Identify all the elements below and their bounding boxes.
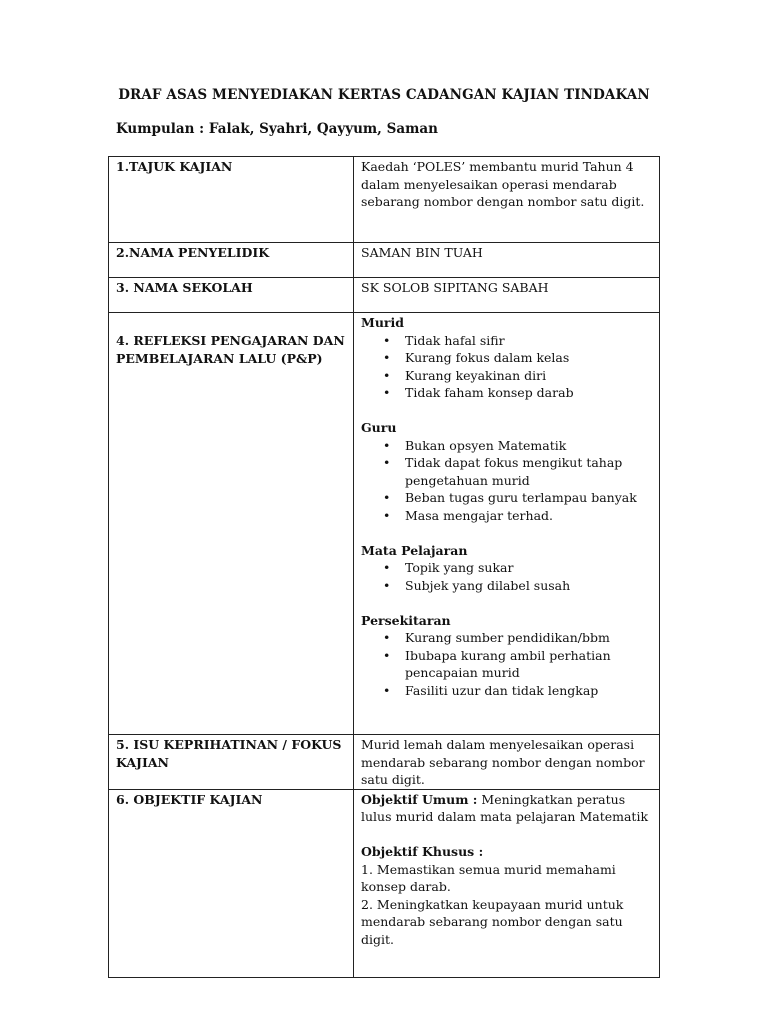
list-item: • Masa mengajar terhad. [405, 507, 652, 525]
objective-specific-item: 2. Meningkatkan keupayaan murid untuk mendarab sebarang nombor dengan satu digit. [361, 896, 624, 947]
bullet-list [361, 629, 652, 699]
proposal-table [108, 156, 660, 978]
bullet-list [361, 437, 652, 525]
row-value-refleksi [354, 313, 660, 735]
row-label-isu: 5. ISU KEPRIHATINAN / FOKUS KAJIAN [109, 735, 354, 790]
row-value-penyelidik: SAMAN BIN TUAH [354, 243, 660, 278]
list-item: • Kurang fokus dalam kelas [405, 349, 652, 367]
table-row [109, 313, 660, 735]
row-label-tajuk: 1.TAJUK KAJIAN [109, 157, 354, 243]
document-title: DRAF ASAS MENYEDIAKAN KERTAS CADANGAN KAJIAN TINDAKAN [118, 87, 650, 103]
list-item: • Kurang sumber pendidikan/bbm [405, 629, 652, 647]
list-item: • Kurang keyakinan diri [405, 367, 652, 385]
objective-general-label: Objektif Umum : [361, 791, 478, 807]
bullet-list [361, 332, 652, 402]
list-item: • Tidak hafal sifir [405, 332, 652, 350]
row-label-refleksi: 4. REFLEKSI PENGAJARAN DAN PEMBELAJARAN LALU (P&P) [109, 313, 354, 735]
reflection-section [361, 612, 652, 700]
list-item: • Beban tugas guru terlampau banyak [405, 489, 652, 507]
row-value-sekolah: SK SOLOB SIPITANG SABAH [354, 278, 660, 313]
objective-general-text: Meningkatkan peratus lulus murid dalam mata pelajaran Matematik [361, 791, 649, 824]
row-value-tajuk: Kaedah ‘POLES’ membantu murid Tahun 4 dalam menyelesaikan operasi mendarab sebarang nombor dengan nombor satu digit. [354, 157, 660, 243]
list-item: • Subjek yang dilabel susah [405, 577, 652, 595]
list-item: • Tidak faham konsep darab [405, 384, 652, 402]
reflection-section [361, 314, 652, 419]
objective-general [361, 791, 652, 826]
section-heading: Mata Pelajaran [361, 542, 468, 558]
row-label-penyelidik: 2.NAMA PENYELIDIK [109, 243, 354, 278]
bullet-list [361, 559, 652, 594]
table-row [109, 735, 660, 790]
group-members: Kumpulan : Falak, Syahri, Qayyum, Saman [116, 121, 438, 137]
row-label-objektif: 6. OBJEKTIF KAJIAN [109, 789, 354, 977]
table-row [109, 278, 660, 313]
row-label-sekolah: 3. NAMA SEKOLAH [109, 278, 354, 313]
reflection-section [361, 419, 652, 542]
reflection-section [361, 542, 652, 612]
list-item: • Bukan opsyen Matematik [405, 437, 652, 455]
list-item: • Fasiliti uzur dan tidak lengkap [405, 682, 652, 700]
objective-specific-item: 1. Memastikan semua murid memahami konsep darab. [361, 861, 616, 894]
section-heading: Murid [361, 315, 404, 330]
table-row [109, 157, 660, 243]
section-heading: Persekitaran [361, 612, 451, 628]
list-item: • Ibubapa kurang ambil perhatian pencapaian murid [405, 647, 652, 682]
objective-specific-label: Objektif Khusus : [361, 844, 484, 859]
table-row [109, 789, 660, 977]
table-row [109, 243, 660, 278]
row-value-objektif [354, 789, 660, 977]
list-item: • Topik yang sukar [405, 559, 652, 577]
row-value-isu: Murid lemah dalam menyelesaikan operasi mendarab sebarang nombor dengan nombor satu digit. [354, 735, 660, 790]
list-item: • Tidak dapat fokus mengikut tahap pengetahuan murid [405, 454, 652, 489]
section-heading: Guru [361, 420, 397, 435]
